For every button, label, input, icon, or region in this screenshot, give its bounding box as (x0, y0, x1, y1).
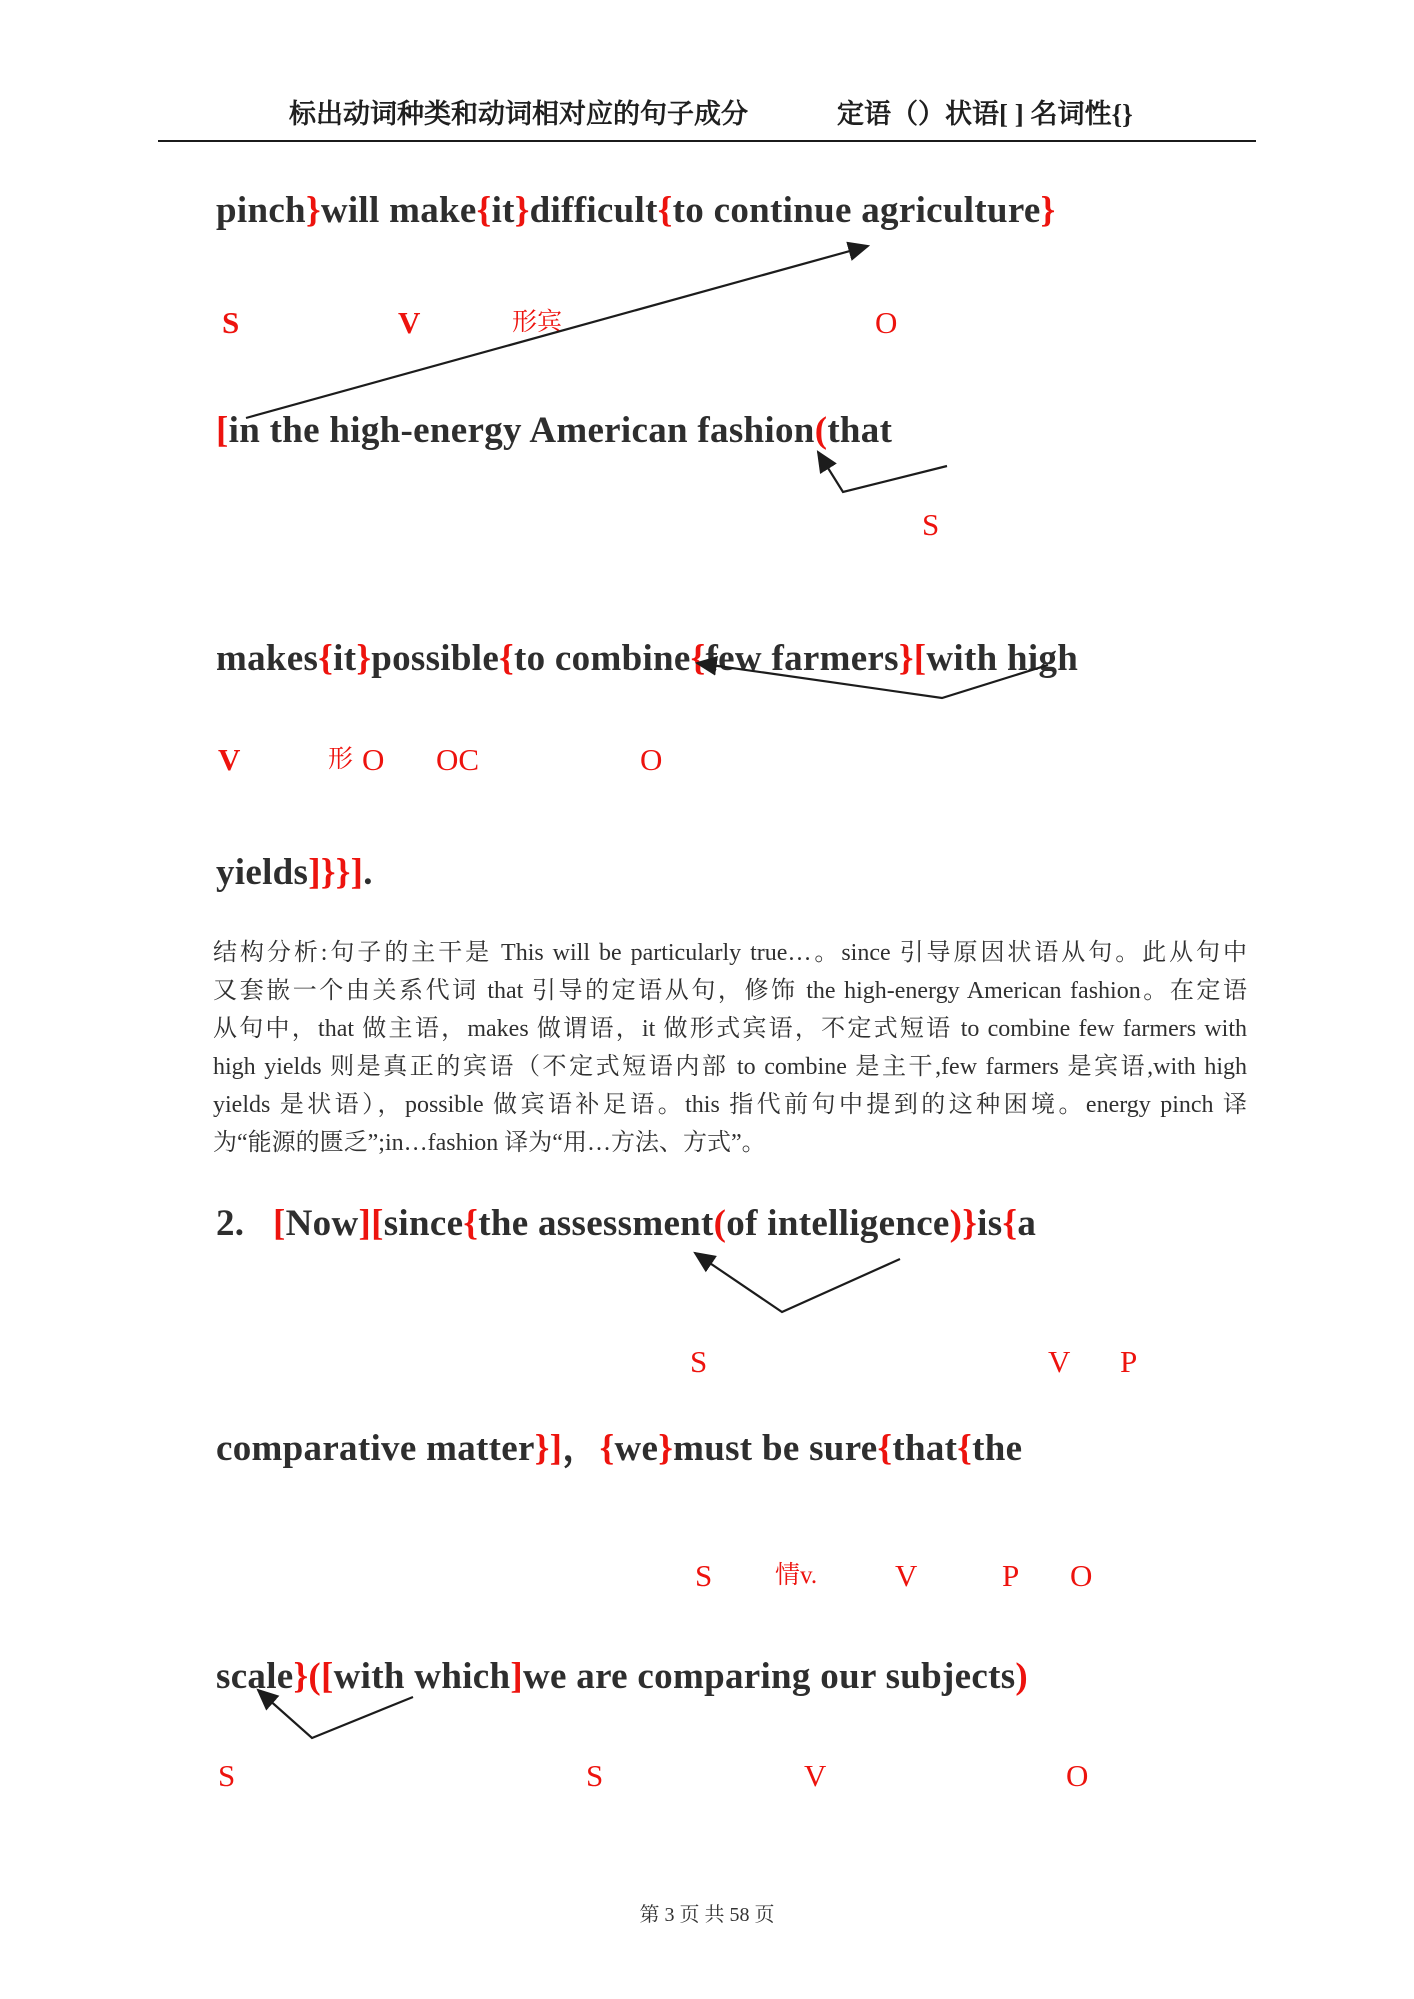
sentence2-labels-row2 (0, 1556, 1414, 1602)
text-segment: scale (216, 1656, 294, 1697)
grammar-label: V (804, 1758, 827, 1793)
text-segment: possible (371, 638, 500, 679)
grammar-label: S (695, 1558, 713, 1593)
grammar-label: O (362, 742, 385, 777)
page-number: 第 3 页 共 58 页 (639, 1904, 775, 1926)
text-segment: } (514, 190, 530, 231)
arrow-to-assessment-icon (695, 1253, 900, 1312)
text-segment: pinch (216, 190, 306, 231)
grammar-label: V (1048, 1344, 1071, 1379)
analysis-line: 为“能源的匮乏”;in…fashion 译为“用…方法、方式”。 (213, 1130, 766, 1156)
grammar-label: P (1120, 1344, 1138, 1379)
sentence1-line1 (216, 188, 1056, 234)
analysis-line: high yields 则是真正的宾语（不定式短语内部 to combine 是主干,few farmers 是宾语,with high (213, 1054, 1247, 1080)
text-segment: is (977, 1203, 1003, 1244)
grammar-label: O (1066, 1758, 1089, 1793)
text-segment: }([ (293, 1656, 334, 1697)
arrow-that-to-fashion-icon (818, 452, 947, 492)
sentence2-line3 (216, 1654, 1028, 1700)
text-segment: a (1017, 1203, 1037, 1244)
text-segment: } (658, 1428, 674, 1469)
text-segment: { (877, 1428, 893, 1469)
text-segment: since (383, 1203, 464, 1244)
grammar-label: P (1002, 1558, 1020, 1593)
text-segment: must be sure (673, 1428, 878, 1469)
text-segment: { (657, 190, 673, 231)
grammar-label: S (586, 1758, 604, 1793)
text-segment: } (356, 638, 372, 679)
fashion-subject-label (0, 505, 1414, 551)
text-segment: { (1002, 1203, 1018, 1244)
sentence1-labels-row3 (0, 740, 1414, 786)
sentence2-line1 (216, 1201, 1036, 1247)
text-segment: ]}}] (308, 852, 364, 893)
text-segment: will make (320, 190, 477, 231)
grammar-label: OC (436, 742, 480, 777)
text-segment: that (827, 410, 893, 451)
text-segment: ， (562, 1428, 600, 1469)
text-segment: the assessment (478, 1203, 714, 1244)
text-segment: }] (534, 1428, 563, 1469)
header-rule (158, 140, 1256, 142)
text-segment (244, 1203, 273, 1244)
grammar-label: V (398, 305, 421, 340)
text-segment: 2. (216, 1203, 245, 1244)
text-segment: )} (949, 1203, 978, 1244)
text-segment: in the high-energy American fashion (228, 410, 815, 451)
grammar-label: 形宾 (512, 309, 563, 336)
text-segment: it (491, 190, 515, 231)
text-segment: with high (926, 638, 1079, 679)
text-segment: to combine (513, 638, 691, 679)
text-segment: few farmers (705, 638, 899, 679)
text-segment: the (972, 1428, 1023, 1469)
analysis-line: 又套嵌一个由关系代词 that 引导的定语从句，修饰 the high-energy American fashion。在定语 (213, 978, 1247, 1004)
text-segment: ] (510, 1656, 524, 1697)
text-segment: ) (1015, 1656, 1029, 1697)
text-segment: with which (333, 1656, 511, 1697)
grammar-label: V (895, 1558, 918, 1593)
analysis-line: 从句中，that 做主语，makes 做谓语，it 做形式宾语，不定式短语 to combine few farmers with (213, 1016, 1247, 1042)
text-segment: of intelligence (726, 1203, 950, 1244)
text-segment: difficult (529, 190, 658, 231)
text-segment: ( (713, 1203, 727, 1244)
text-segment: yields (216, 852, 309, 893)
text-segment: it (333, 638, 357, 679)
analysis-line: 结构分析:句子的主干是 This will be particularly true…。since 引导原因状语从句。此从句中 (213, 940, 1247, 966)
grammar-label: S (690, 1344, 708, 1379)
text-segment: { (599, 1428, 615, 1469)
text-segment: } (305, 190, 321, 231)
text-segment: comparative matter (216, 1428, 535, 1469)
text-segment: to continue agriculture (672, 190, 1041, 231)
sentence2-line2 (216, 1426, 1022, 1472)
sentence2-labels-row3 (0, 1756, 1414, 1802)
text-segment: we (614, 1428, 659, 1469)
grammar-label: V (218, 742, 241, 777)
grammar-label: O (1070, 1558, 1093, 1593)
text-segment: ( (814, 410, 828, 451)
sentence1-line3 (216, 636, 1078, 682)
header-title: 标出动词种类和动词相对应的句子成分 (289, 99, 748, 129)
text-segment: [ (273, 1203, 286, 1244)
text-segment: we are comparing our subjects (523, 1656, 1016, 1697)
sentence1-line2 (216, 408, 892, 454)
text-segment: { (476, 190, 492, 231)
sentence1-line4 (216, 850, 373, 896)
sentence2-labels-row1 (0, 1342, 1414, 1388)
text-segment: Now (285, 1203, 359, 1244)
text-segment: that (892, 1428, 958, 1469)
text-segment: ][ (358, 1203, 384, 1244)
grammar-label: S (922, 507, 940, 542)
grammar-label: 情v. (775, 1562, 818, 1589)
grammar-label: O (640, 742, 663, 777)
text-segment: }[ (898, 638, 927, 679)
grammar-label: 形 (328, 746, 354, 773)
text-segment: { (318, 638, 334, 679)
grammar-label: O (875, 305, 898, 340)
analysis-line: yields 是状语），possible 做宾语补足语。this 指代前句中提到的这种困境。energy pinch 译 (213, 1092, 1247, 1118)
text-segment: { (690, 638, 706, 679)
text-segment: { (957, 1428, 973, 1469)
text-segment: makes (216, 638, 319, 679)
text-segment: . (363, 852, 373, 893)
header-legend: 定语（）状语[ ] 名词性{} (837, 99, 1133, 129)
grammar-label: S (218, 1758, 236, 1793)
text-segment: { (463, 1203, 479, 1244)
grammar-label: S (222, 305, 240, 340)
sentence1-labels-row1 (0, 303, 1414, 349)
text-segment: { (499, 638, 514, 679)
text-segment: } (1040, 190, 1056, 231)
structure-analysis-paragraph (213, 934, 1247, 1162)
text-segment: [ (216, 410, 229, 451)
